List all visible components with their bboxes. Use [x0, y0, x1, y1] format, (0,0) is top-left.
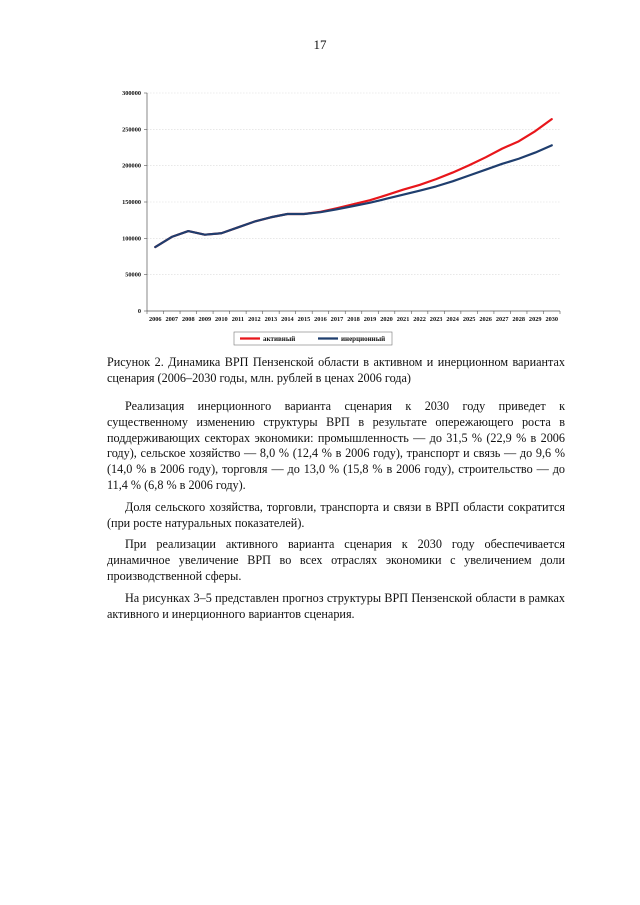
x-tick-label: 2010 [215, 316, 228, 323]
series-line-inertial [155, 145, 551, 247]
x-tick-label: 2026 [479, 316, 492, 323]
x-tick-label: 2022 [413, 316, 426, 323]
x-tick-label: 2029 [528, 316, 542, 323]
x-tick-label: 2018 [347, 316, 360, 323]
x-tick-label: 2020 [380, 316, 393, 323]
x-tick-labels [149, 316, 558, 323]
page-number: 17 [313, 37, 327, 52]
x-tick-label: 2017 [330, 316, 344, 323]
y-tick-label: 0 [137, 308, 141, 315]
x-tick-label: 2012 [248, 316, 261, 323]
x-tick-label: 2015 [297, 316, 311, 323]
paragraph: При реализации активного варианта сценария к 2030 году обеспечивается динамичное увеличение ВРП во всех отраслях экономики с увеличением доли производственной сферы. [107, 537, 565, 583]
y-tick-label: 300000 [122, 90, 141, 97]
x-tick-label: 2023 [429, 316, 443, 323]
grp-line-chart [100, 82, 570, 350]
x-tick-label: 2006 [148, 316, 162, 323]
chart-svg [100, 82, 570, 350]
series-line-active [155, 119, 551, 247]
x-tick-label: 2028 [512, 316, 525, 323]
x-tick-label: 2011 [231, 316, 244, 323]
x-tick-label: 2007 [165, 316, 179, 323]
x-tick-label: 2025 [462, 316, 476, 323]
x-tick-label: 2009 [198, 316, 212, 323]
chart-legend [234, 332, 392, 345]
y-tick-label: 250000 [122, 126, 141, 134]
legend-label: инерционный [341, 334, 386, 343]
y-tick-label: 100000 [122, 235, 141, 243]
paragraph: Доля сельского хозяйства, торговли, транспорта и связи в ВРП области сократится (при росте натуральных показателей). [107, 499, 565, 530]
y-tick-label: 50000 [125, 271, 141, 279]
paragraph: Реализация инерционного варианта сценария к 2030 году приведет к существенному изменению структуры ВРП в результате опережающего роста в поддерживающих секторах экономики: промышленность — до 31,5 % (22,9 % в 2006 году), сельское хозяйство — 8,0 % (12,4 % в 2006 году), транспорт и связь — до 9,6 % (14,0 % в 2006 году), торговля — до 13,0 % (15,8 % в 2006 году), строительство — до 11,4 % (6,8 % в 2006 году). [107, 399, 565, 492]
legend-label: активный [263, 334, 296, 343]
x-tick-label: 2016 [314, 316, 327, 323]
y-tick-labels [122, 90, 141, 315]
chart-series [155, 119, 551, 247]
x-tick-label: 2019 [363, 316, 377, 323]
x-tick-label: 2008 [182, 316, 195, 323]
x-tick-label: 2027 [495, 316, 509, 323]
x-tick-label: 2021 [396, 316, 410, 323]
x-tick-label: 2024 [446, 316, 459, 323]
x-tick-label: 2014 [281, 316, 294, 323]
chart-gridlines [147, 93, 560, 275]
figure-caption: Рисунок 2. Динамика ВРП Пензенской области в активном и инерционном вариантах сценария (2006–2030 годы, млн. рублей в ценах 2006 года) [107, 355, 565, 385]
paragraph: На рисунках 3–5 представлен прогноз структуры ВРП Пензенской области в рамках активного и инерционного вариантов сценария. [107, 590, 565, 621]
y-tick-label: 150000 [122, 199, 141, 206]
x-tick-label: 2013 [264, 316, 278, 323]
y-tick-label: 200000 [122, 162, 141, 170]
body-text [107, 399, 565, 628]
x-tick-label: 2030 [545, 316, 559, 323]
